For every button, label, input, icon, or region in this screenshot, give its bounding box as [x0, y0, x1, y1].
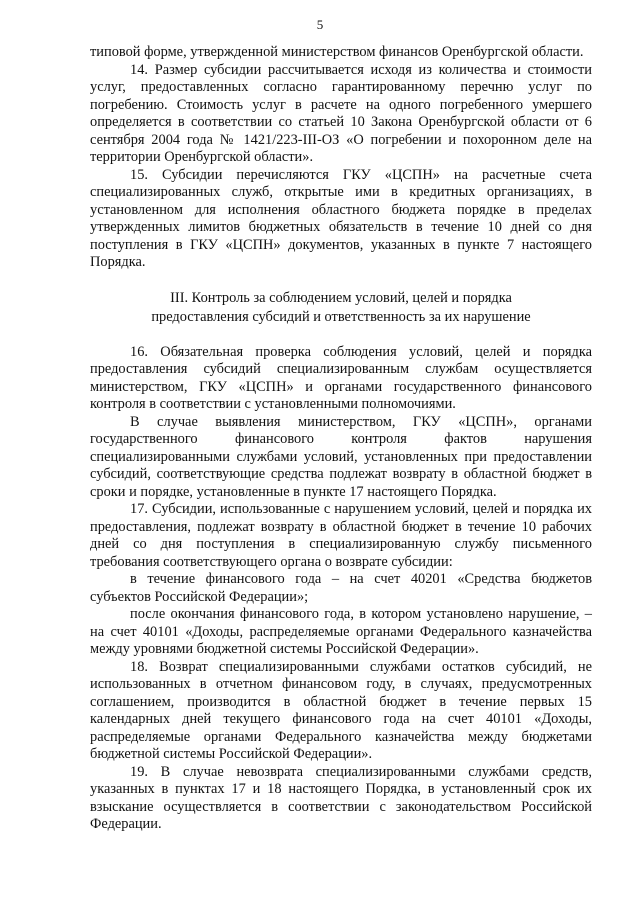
paragraph-14: 14. Размер субсидии рассчитывается исходя из количества и стоимости услуг, предоставленных согласно гарантированному перечню услуг по погребению. Стоимость услуг в расчете на одного погребенного умершего определяется в соответствии со статьей 10 Закона Оренбургской области от 6 сентября 2004 года № 1421/223-III-ОЗ «О погребении и похоронном деле на территории Оренбургской области». — [90, 61, 592, 165]
page-number: 5 — [316, 17, 324, 32]
section-heading-line-1: III. Контроль за соблюдением условий, целей и порядка — [170, 289, 512, 306]
section-heading — [90, 289, 592, 327]
paragraph-16: 16. Обязательная проверка соблюдения условий, целей и порядка предоставления субсидий специализированным службам осуществляется министерством, ГКУ «ЦСПН» и органами государственного финансового контроля в соответствии с установленными полномочиями. — [90, 343, 592, 412]
paragraph-16-continued: В случае выявления министерством, ГКУ «ЦСПН», органами государственного финансового контроля фактов нарушения специализированными службами условий, установленных при предоставлении субсидий, соответствующие средства подлежат возврату в областной бюджет в сроки и порядке, установленные в пункте 17 настоящего Порядка. — [90, 413, 592, 500]
paragraph-15: 15. Субсидии перечисляются ГКУ «ЦСПН» на расчетные счета специализированных служб, открытые ими в кредитных организациях, в установленном для исполнения областного бюджета порядке в пределах утвержденных лимитов бюджетных обязательств в течение 10 дней со дня поступления в ГКУ «ЦСПН» документов, указанных в пункте 7 настоящего Порядка. — [90, 166, 592, 270]
paragraph-19: 19. В случае невозврата специализированными службами средств, указанных в пунктах 17 и 18 настоящего Порядка, в установленный срок их взыскание осуществляется в соответствии с законодательством Российской Федерации. — [90, 763, 592, 832]
document-body — [90, 44, 592, 834]
paragraph-18: 18. Возврат специализированными службами остатков субсидий, не использованных в отчетном финансовом году, в случаях, предусмотренных соглашением, производится в областной бюджет в течение первых 15 календарных дней текущего финансового года на счет 40101 «Доходы, распределяемые органами Федерального казначейства между бюджетами бюджетной системы Российской Федерации». — [90, 658, 592, 762]
paragraph-17-item-2: после окончания финансового года, в котором установлено нарушение, – на счет 40101 «Доходы, распределяемые органами Федерального казначейства между уровнями бюджетной системы Российской Федерации». — [90, 606, 592, 657]
section-heading-line-2: предоставления субсидий и ответственность за их нарушение — [151, 308, 531, 325]
paragraph-17: 17. Субсидии, использованные с нарушением условий, целей и порядка их предоставления, подлежат возврату в областной бюджет в течение 10 рабочих дней со дня поступления в специализированную службу письменного требования соответствующего органа о возврате субсидии: — [90, 501, 592, 570]
paragraph-continuation: типовой форме, утвержденной министерством финансов Оренбургской области. — [90, 44, 584, 60]
paragraph-17-item-1: в течение финансового года – на счет 40201 «Средства бюджетов субъектов Российской Федерации»; — [90, 571, 592, 605]
